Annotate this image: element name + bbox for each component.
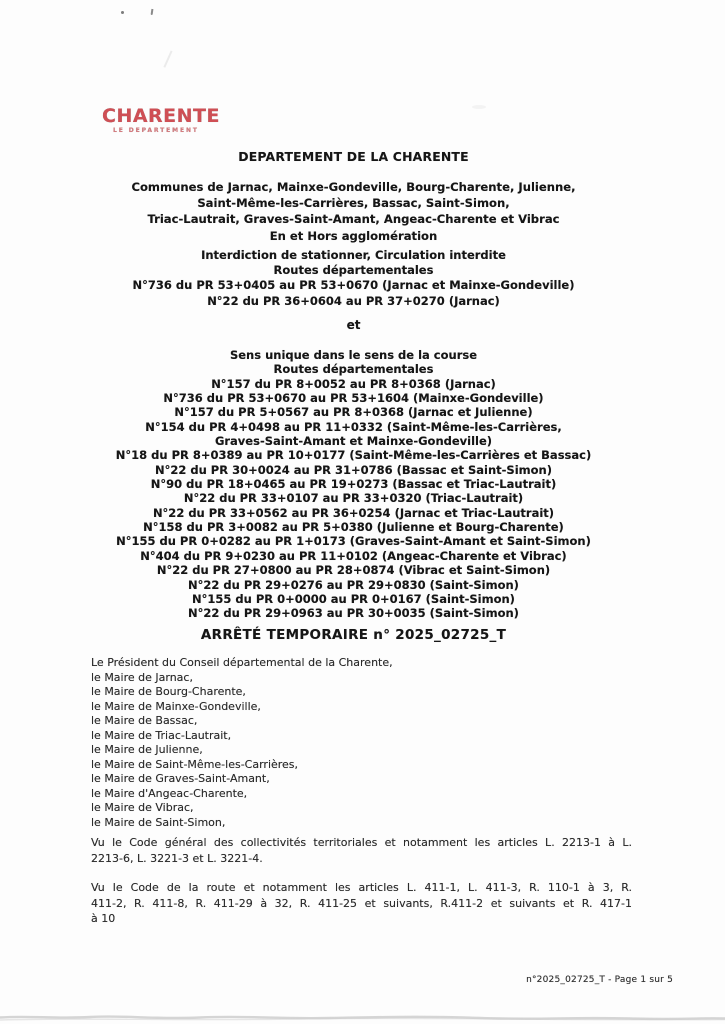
page-footer: n°2025_02725_T - Page 1 sur 5 [526, 975, 673, 985]
route-line: N°22 du PR 33+0107 au PR 33+0320 (Triac-Lautrait) [183, 491, 524, 506]
authority-line: le Maire de Saint-Même-les-Carrières, [91, 757, 299, 771]
charente-logo-subtitle: LE DEPARTEMENT [113, 127, 199, 134]
charente-department-logo [102, 106, 220, 134]
route-line: N°157 du PR 8+0052 au PR 8+0368 (Jarnac) [211, 376, 496, 391]
authority-line: le Maire de Bassac, [91, 714, 198, 728]
route-line: N°158 du PR 3+0082 au PR 5+0380 (Julienne et Bourg-Charente) [143, 520, 564, 535]
communes-block [0, 179, 716, 244]
authorities-block [91, 656, 393, 831]
legal-paragraph-line: 2213-6, L. 3221-3 et L. 3221-4. [91, 851, 263, 865]
route-line: N°22 du PR 30+0024 au PR 31+0786 (Bassac et Saint-Simon) [155, 462, 552, 477]
oneway-section-title: Sens unique dans le sens de la course [229, 348, 478, 362]
authority-line: le Maire d'Angeac-Charente, [91, 786, 248, 800]
route-line: N°22 du PR 29+0963 au PR 30+0035 (Saint-Simon) [188, 606, 519, 621]
legal-paragraph-collectivites [91, 835, 632, 866]
route-line: N°22 du PR 27+0800 au PR 28+0874 (Vibrac et Saint-Simon) [156, 563, 551, 578]
charente-logo-title: CHARENTE [102, 105, 220, 127]
oneway-section [0, 348, 716, 621]
route-line: N°22 du PR 29+0276 au PR 29+0830 (Saint-Simon) [188, 577, 519, 592]
communes-line: Saint-Même-les-Carrières, Bassac, Saint-Simon, [197, 196, 510, 211]
route-line: Graves-Saint-Amant et Mainxe-Gondeville) [214, 434, 493, 449]
legal-paragraph-line: 411-2, R. 411-8, R. 411-29 à 32, R. 411-25 et suivants, R.411-2 et suivants et R. 417-1 [91, 896, 632, 910]
route-line: N°22 du PR 36+0604 au PR 37+0270 (Jarnac) [207, 293, 500, 308]
restriction-section-subtitle: Routes départementales [273, 263, 434, 278]
route-line: N°154 du PR 4+0498 au PR 11+0332 (Saint-Même-les-Carrières, [145, 419, 562, 434]
authority-line: Le Président du Conseil départemental de la Charente, [91, 656, 393, 669]
route-line: N°155 du PR 0+0000 au PR 0+0167 (Saint-Simon) [192, 591, 515, 606]
route-line: N°22 du PR 33+0562 au PR 36+0254 (Jarnac et Triac-Lautrait) [152, 505, 555, 520]
scan-smudge-artifact [472, 105, 486, 109]
route-line: N°157 du PR 5+0567 au PR 8+0368 (Jarnac et Julienne) [174, 405, 533, 420]
route-line: N°155 du PR 0+0282 au PR 1+0173 (Graves-Saint-Amant et Saint-Simon) [116, 534, 591, 549]
authority-line: le Maire de Graves-Saint-Amant, [91, 772, 270, 786]
authority-line: le Maire de Mainxe-Gondeville, [91, 699, 261, 713]
communes-line: En et Hors agglomération [269, 228, 438, 243]
route-line: N°90 du PR 18+0465 au PR 19+0273 (Bassac et Triac-Lautrait) [150, 477, 557, 492]
arrete-title: ARRÊTÉ TEMPORAIRE n° 2025_02725_T [200, 627, 507, 643]
communes-line: Triac-Lautrait, Graves-Saint-Amant, Angeac-Charente et Vibrac [147, 212, 560, 227]
legal-paragraph-line: à 10 [91, 912, 116, 926]
legal-paragraph-line: Vu le Code de la route et notamment les articles L. 411-1, L. 411-3, R. 110-1 à 3, R. [91, 881, 632, 894]
connector-text: et [346, 318, 361, 332]
authority-line: le Maire de Saint-Simon, [91, 816, 226, 830]
authority-line: le Maire de Julienne, [91, 743, 203, 757]
authority-line: le Maire de Jarnac, [91, 670, 193, 684]
scan-speck-icon [151, 9, 154, 15]
authority-line: le Maire de Triac-Lautrait, [91, 728, 232, 742]
restriction-section [0, 248, 716, 309]
route-line: N°736 du PR 53+0405 au PR 53+0670 (Jarnac et Mainxe-Gondeville) [132, 278, 575, 293]
oneway-section-subtitle: Routes départementales [273, 362, 434, 377]
document-heading: DEPARTEMENT DE LA CHARENTE [238, 149, 469, 164]
legal-paragraph-line: Vu le Code général des collectivités territoriales et notamment les articles L. 2213-1 à L. [91, 836, 632, 849]
route-line: N°404 du PR 9+0230 au PR 11+0102 (Angeac-Charente et Vibrac) [140, 548, 567, 563]
authority-line: le Maire de Vibrac, [91, 801, 194, 815]
route-line: N°736 du PR 53+0670 au PR 53+1604 (Mainxe-Gondeville) [163, 391, 544, 406]
communes-line: Communes de Jarnac, Mainxe-Gondeville, Bourg-Charente, Julienne, [131, 180, 576, 194]
restriction-section-title: Interdiction de stationner, Circulation interdite [201, 248, 506, 262]
scan-scratch-artifact [163, 50, 172, 67]
scan-edge-artifact [0, 1008, 725, 1024]
authority-line: le Maire de Bourg-Charente, [91, 685, 246, 699]
scan-speck-icon [121, 11, 124, 14]
route-line: N°18 du PR 8+0389 au PR 10+0177 (Saint-Même-les-Carrières et Bassac) [115, 448, 592, 463]
legal-paragraph-route [91, 880, 632, 927]
